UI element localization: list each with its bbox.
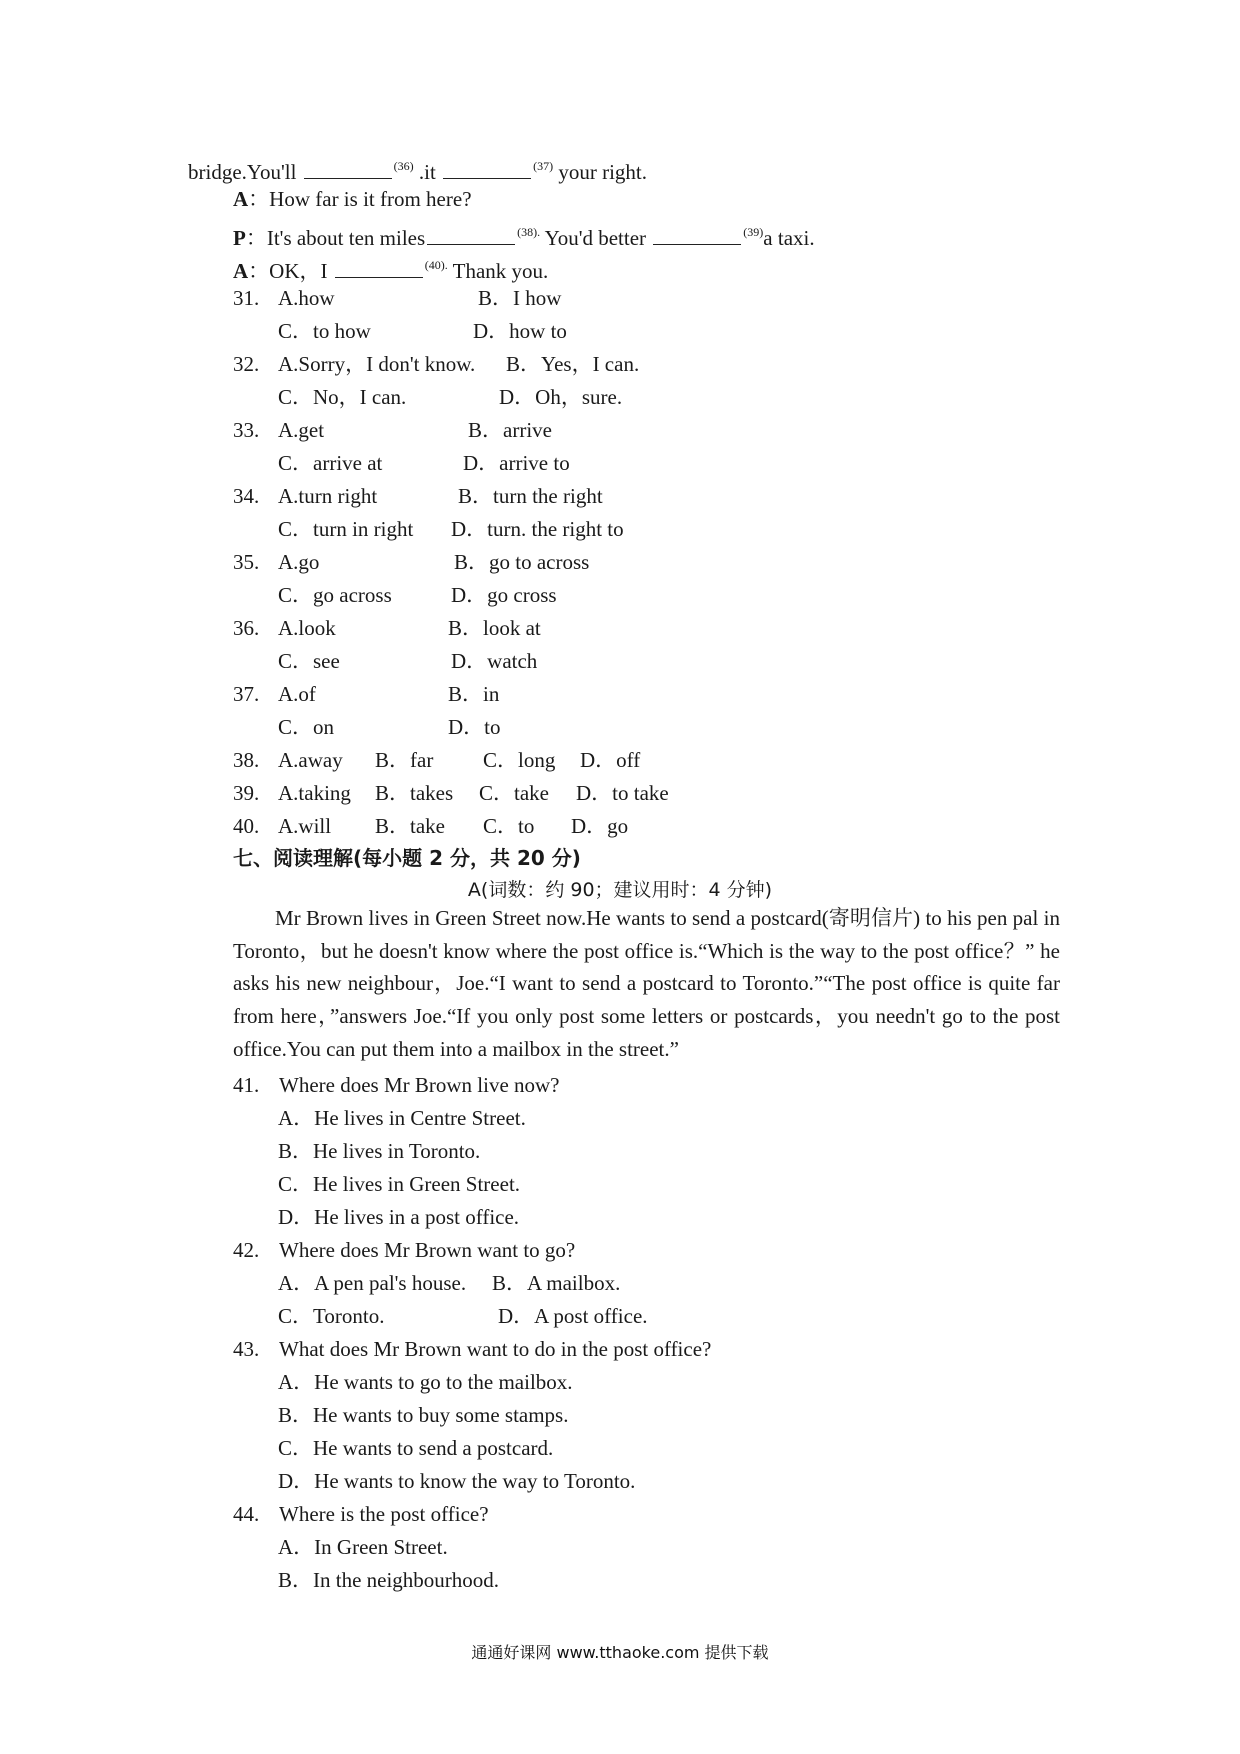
q41-option-a[interactable]: A．He lives in Centre Street. bbox=[278, 1106, 526, 1130]
dialogue-text: It's about ten miles bbox=[266, 226, 426, 250]
blank-37 bbox=[443, 160, 531, 179]
blank-36 bbox=[304, 160, 392, 179]
question-number: 32. bbox=[233, 352, 260, 376]
option-d[interactable]: D．turn. the right to bbox=[451, 517, 624, 541]
option-b[interactable]: B．far bbox=[375, 748, 434, 772]
blank-39 bbox=[653, 226, 741, 245]
q43-option-d[interactable]: D．He wants to know the way to Toronto. bbox=[278, 1469, 636, 1493]
section-title: 七、阅读理解(每小题 2 分，共 20 分) bbox=[233, 846, 581, 870]
q41-option-b[interactable]: B．He lives in Toronto. bbox=[278, 1139, 481, 1163]
speaker-label: P bbox=[233, 226, 246, 250]
question-41-stem bbox=[233, 1071, 560, 1099]
q42-option-a[interactable]: A．A pen pal's house. bbox=[278, 1271, 467, 1295]
question-stem: What does Mr Brown want to do in the post office? bbox=[279, 1337, 712, 1361]
option-a[interactable]: A.get bbox=[278, 418, 325, 442]
dialogue-text: a taxi. bbox=[763, 226, 815, 250]
q44-option-b[interactable]: B．In the neighbourhood. bbox=[278, 1568, 500, 1592]
question-number: 43. bbox=[233, 1337, 260, 1361]
option-b[interactable]: B．Yes，I can. bbox=[506, 352, 640, 376]
option-c[interactable]: C．to how bbox=[278, 319, 371, 343]
q41-option-c[interactable]: C．He lives in Green Street. bbox=[278, 1172, 521, 1196]
question-number: 33. bbox=[233, 418, 260, 442]
speaker-label: A bbox=[233, 187, 249, 211]
question-number: 39. bbox=[233, 781, 260, 805]
dialogue-line-p bbox=[233, 218, 815, 252]
cloze-33-row2 bbox=[278, 449, 570, 477]
option-a[interactable]: A.taking bbox=[278, 781, 351, 805]
question-stem: Where is the post office? bbox=[279, 1502, 489, 1526]
cloze-33-row1 bbox=[233, 416, 552, 444]
cloze-35-row1 bbox=[233, 548, 590, 576]
cloze-40 bbox=[233, 812, 629, 840]
question-number: 42. bbox=[233, 1238, 260, 1262]
question-number: 35. bbox=[233, 550, 260, 574]
option-a[interactable]: A.how bbox=[278, 286, 335, 310]
cloze-37-row2 bbox=[278, 713, 501, 741]
question-number: 37. bbox=[233, 682, 260, 706]
q42-option-c[interactable]: C．Toronto. bbox=[278, 1304, 385, 1328]
option-b[interactable]: B．arrive bbox=[468, 418, 552, 442]
q42-option-d[interactable]: D．A post office. bbox=[498, 1304, 648, 1328]
cloze-35-row2 bbox=[278, 581, 557, 609]
question-stem: Where does Mr Brown want to go? bbox=[279, 1238, 576, 1262]
option-d[interactable]: D．to bbox=[448, 715, 501, 739]
cloze-36-row1 bbox=[233, 614, 541, 642]
option-a[interactable]: A.look bbox=[278, 616, 336, 640]
option-c[interactable]: C．take bbox=[479, 781, 549, 805]
q41-option-d[interactable]: D．He lives in a post office. bbox=[278, 1205, 520, 1229]
q42-row2 bbox=[278, 1302, 648, 1330]
option-a[interactable]: A.go bbox=[278, 550, 320, 574]
q43-option-b[interactable]: B．He wants to buy some stamps. bbox=[278, 1403, 569, 1427]
speaker-sep: ： bbox=[248, 259, 270, 283]
dialogue-text: Thank you. bbox=[447, 259, 549, 283]
dialogue-text: .it bbox=[413, 160, 442, 184]
q44-option-a[interactable]: A．In Green Street. bbox=[278, 1535, 448, 1559]
option-b[interactable]: B．in bbox=[448, 682, 500, 706]
option-a[interactable]: A.will bbox=[278, 814, 332, 838]
speaker-label: A bbox=[233, 259, 249, 283]
option-c[interactable]: C．No，I can. bbox=[278, 385, 407, 409]
q42-option-b[interactable]: B．A mailbox. bbox=[492, 1271, 621, 1295]
option-c[interactable]: C．arrive at bbox=[278, 451, 383, 475]
option-a[interactable]: A.turn right bbox=[278, 484, 378, 508]
dialogue-text: your right. bbox=[553, 160, 647, 184]
cloze-34-row2 bbox=[278, 515, 624, 543]
blank-40 bbox=[335, 259, 423, 278]
cloze-31-row1 bbox=[233, 284, 562, 312]
option-c[interactable]: C．turn in right bbox=[278, 517, 414, 541]
question-stem: Where does Mr Brown live now? bbox=[279, 1073, 560, 1097]
question-number: 44. bbox=[233, 1502, 260, 1526]
question-number: 40. bbox=[233, 814, 260, 838]
cloze-38 bbox=[233, 746, 641, 774]
q43-option-c[interactable]: C．He wants to send a postcard. bbox=[278, 1436, 554, 1460]
cloze-37-row1 bbox=[233, 680, 500, 708]
option-b[interactable]: B．take bbox=[375, 814, 445, 838]
option-d[interactable]: D．how to bbox=[473, 319, 567, 343]
blank-38 bbox=[427, 226, 515, 245]
option-b[interactable]: B．turn the right bbox=[458, 484, 603, 508]
option-c[interactable]: C．long bbox=[483, 748, 556, 772]
q43-option-a[interactable]: A．He wants to go to the mailbox. bbox=[278, 1370, 573, 1394]
option-b[interactable]: B．takes bbox=[375, 781, 454, 805]
dialogue-text: You'd better bbox=[540, 226, 652, 250]
option-d[interactable]: D．to take bbox=[576, 781, 669, 805]
cloze-32-row2 bbox=[278, 383, 623, 411]
blank-number: (38). bbox=[517, 225, 541, 239]
cloze-36-row2 bbox=[278, 647, 538, 675]
option-d[interactable]: D．go cross bbox=[451, 583, 557, 607]
question-number: 34. bbox=[233, 484, 260, 508]
dialogue-text: bridge.You'll bbox=[188, 160, 302, 184]
cloze-31-row2 bbox=[278, 317, 567, 345]
speaker-sep: ： bbox=[248, 187, 270, 211]
option-c[interactable]: C．go across bbox=[278, 583, 392, 607]
passage-a-title-text: A(词数：约 90；建议用时：4 分钟) bbox=[467, 879, 773, 901]
page-footer: 通通好课网 www.tthaoke.com 提供下载 bbox=[471, 1643, 769, 1662]
question-number: 36. bbox=[233, 616, 260, 640]
option-d[interactable]: D．watch bbox=[451, 649, 538, 673]
option-d[interactable]: D．Oh，sure. bbox=[499, 385, 623, 409]
option-a[interactable]: A.away bbox=[278, 748, 343, 772]
option-a[interactable]: A.of bbox=[278, 682, 316, 706]
blank-number: (37) bbox=[533, 159, 554, 173]
cloze-34-row1 bbox=[233, 482, 603, 510]
passage-a-title bbox=[0, 876, 1240, 904]
option-d[interactable]: D．off bbox=[580, 748, 641, 772]
question-number: 31. bbox=[233, 286, 260, 310]
blank-number: (39) bbox=[743, 225, 764, 239]
option-d[interactable]: D．arrive to bbox=[463, 451, 570, 475]
option-d[interactable]: D．go bbox=[571, 814, 629, 838]
dialogue-line-36-37 bbox=[188, 152, 647, 186]
speaker-sep: ： bbox=[245, 226, 267, 250]
question-42-stem bbox=[233, 1236, 576, 1264]
blank-number: (40). bbox=[424, 258, 448, 272]
option-c[interactable]: C．to bbox=[483, 814, 535, 838]
question-number: 38. bbox=[233, 748, 260, 772]
cloze-32-row1 bbox=[233, 350, 640, 378]
reading-passage: Mr Brown lives in Green Street now.He wants to send a postcard(寄明信片) to his pen pal in Toronto，but he doesn't know where the post office is.“Which is the way to the post office？” he asks his new neighbour，Joe.“I want to send a postcard to Toronto.”“The post office is quite far from here，”answers Joe.“If you only post some letters or postcards，you needn't go to the post office.You can put them into a mailbox in the street.” bbox=[233, 906, 1060, 1061]
dialogue-line-a-1 bbox=[233, 185, 472, 213]
dialogue-text: How far is it from here? bbox=[269, 187, 472, 211]
q42-row1 bbox=[278, 1269, 621, 1297]
dialogue-line-a-2 bbox=[233, 251, 548, 285]
option-b[interactable]: B．I how bbox=[478, 286, 562, 310]
cloze-39 bbox=[233, 779, 669, 807]
question-number: 41. bbox=[233, 1073, 260, 1097]
option-c[interactable]: C．see bbox=[278, 649, 340, 673]
option-b[interactable]: B．go to across bbox=[454, 550, 590, 574]
option-b[interactable]: B．look at bbox=[448, 616, 541, 640]
question-43-stem bbox=[233, 1335, 712, 1363]
blank-number: (36) bbox=[393, 159, 414, 173]
option-c[interactable]: C．on bbox=[278, 715, 335, 739]
question-44-stem bbox=[233, 1500, 489, 1528]
option-a[interactable]: A.Sorry，I don't know. bbox=[278, 352, 476, 376]
dialogue-text: OK，I bbox=[269, 259, 333, 283]
